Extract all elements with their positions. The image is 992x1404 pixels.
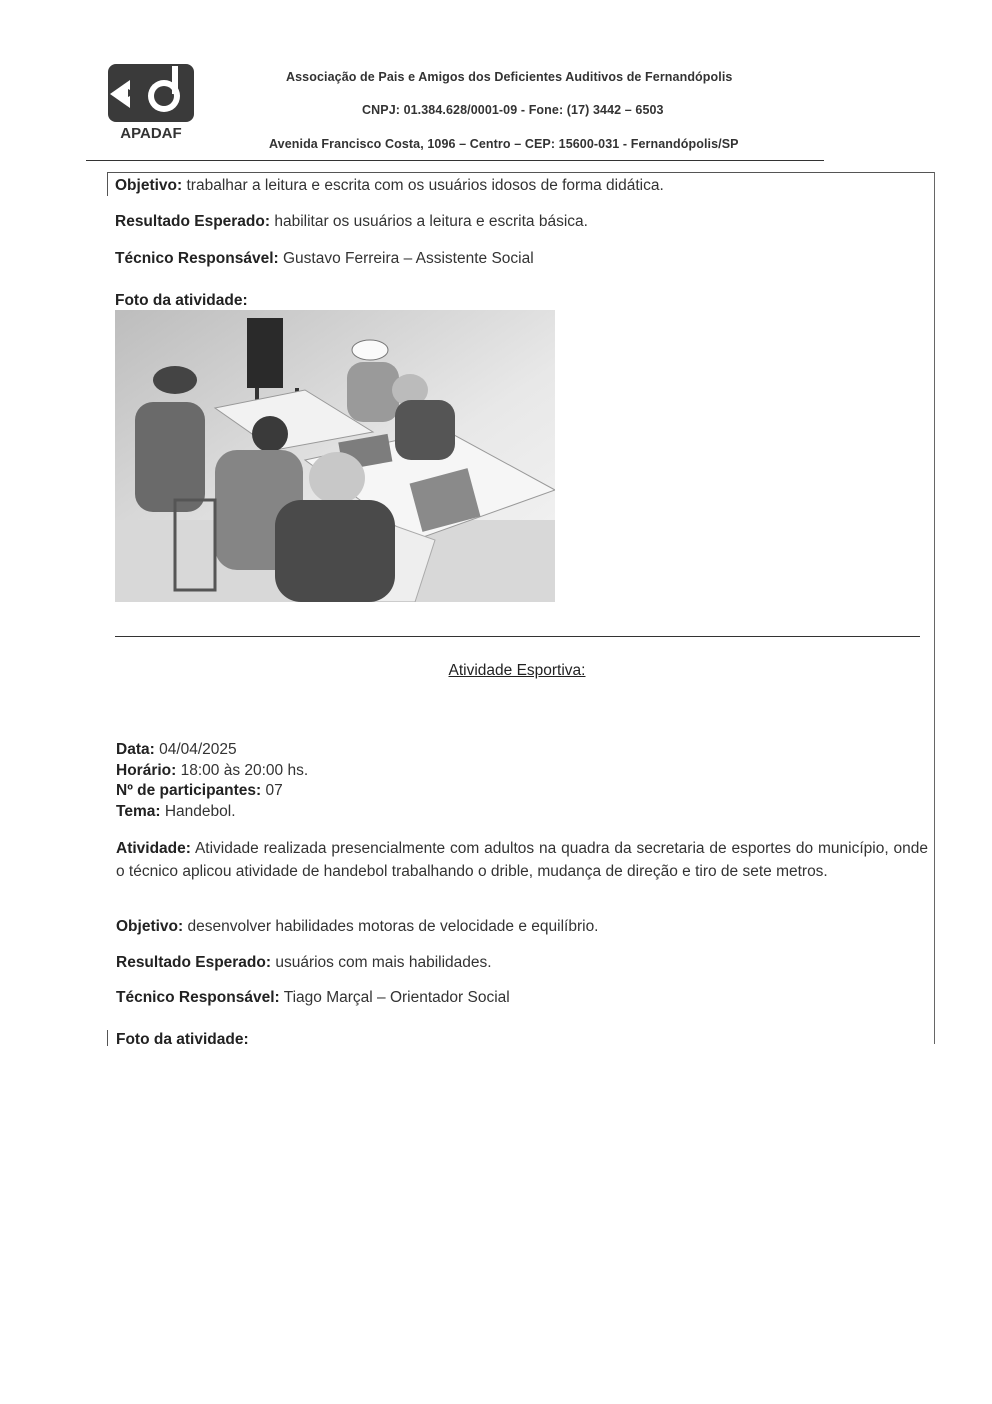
objetivo-text: trabalhar a leitura e escrita com os usuários idosos de forma didática. — [186, 177, 664, 194]
participantes-line — [116, 782, 283, 800]
resultado-text: usuários com mais habilidades. — [275, 954, 492, 971]
tema-label: Tema: — [116, 803, 161, 820]
objetivo-label: Objetivo: — [115, 177, 183, 194]
atividade-text: Atividade realizada presencialmente com adultos na quadra da secretaria de esportes do município, onde o técnico aplicou atividade de handebol trabalhando o drible, mudança de direção e tiro de sete metros. — [116, 840, 928, 880]
participantes-label: Nº de participantes: — [116, 782, 262, 799]
horario-line — [116, 762, 308, 780]
org-name: Associação de Pais e Amigos dos Deficientes Auditivos de Fernandópolis — [286, 70, 733, 84]
participantes-value: 07 — [265, 782, 283, 799]
tecnico-text: Tiago Marçal – Orientador Social — [283, 989, 510, 1006]
activity-photo — [115, 310, 555, 602]
horario-label: Horário: — [116, 762, 177, 779]
tecnico-label: Técnico Responsável: — [115, 250, 279, 267]
section-divider — [115, 636, 920, 637]
data-label: Data: — [116, 741, 155, 758]
resultado-label: Resultado Esperado: — [115, 213, 271, 230]
atividade-label: Atividade: — [116, 840, 191, 857]
objetivo-text: desenvolver habilidades motoras de velocidade e equilíbrio. — [187, 918, 599, 935]
resultado-line-1 — [115, 213, 588, 231]
tema-value: Handebol. — [164, 803, 236, 820]
tecnico-text: Gustavo Ferreira – Assistente Social — [282, 250, 534, 267]
data-line — [116, 741, 237, 759]
horario-value: 18:00 às 20:00 hs. — [180, 762, 309, 779]
content-box-left-border-bottom — [107, 1030, 108, 1046]
tema-line — [116, 803, 236, 821]
apadaf-logo — [106, 62, 196, 142]
resultado-line-2 — [116, 954, 492, 972]
org-address: Avenida Francisco Costa, 1096 – Centro – CEP: 15600-031 - Fernandópolis/SP — [269, 137, 739, 151]
foto-label-1: Foto da atividade: — [115, 292, 248, 309]
resultado-text: habilitar os usuários a leitura e escrita básica. — [274, 213, 588, 230]
cnpj-phone: CNPJ: 01.384.628/0001-09 - Fone: (17) 3442 – 6503 — [362, 103, 664, 117]
section-title: Atividade Esportiva: — [448, 662, 586, 679]
foto-label-2: Foto da atividade: — [116, 1031, 249, 1048]
resultado-label: Resultado Esperado: — [116, 954, 272, 971]
content-box-right-border — [934, 172, 935, 1044]
objetivo-line-2 — [116, 918, 599, 936]
objetivo-line-1 — [115, 177, 664, 195]
svg-text:APADAF: APADAF — [120, 125, 182, 142]
atividade-paragraph — [116, 838, 928, 883]
content-box-top-border — [107, 172, 935, 173]
data-value: 04/04/2025 — [159, 741, 237, 758]
header-divider — [86, 160, 824, 161]
tecnico-line-2 — [116, 989, 510, 1007]
tecnico-line-1 — [115, 250, 534, 268]
objetivo-label: Objetivo: — [116, 918, 184, 935]
tecnico-label: Técnico Responsável: — [116, 989, 280, 1006]
content-box-left-border-top — [107, 172, 108, 196]
